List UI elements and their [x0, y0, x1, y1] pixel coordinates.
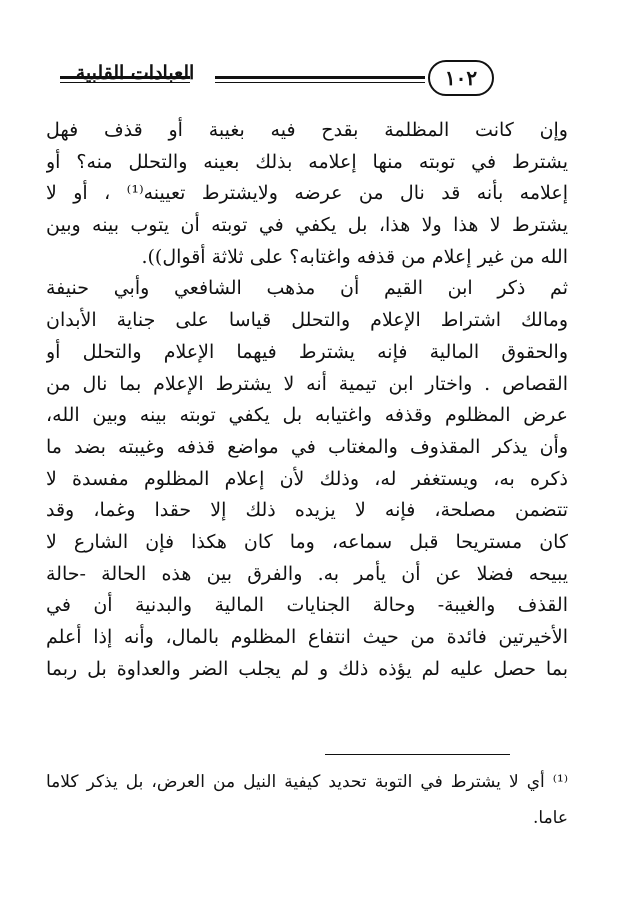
- body-line: وأن يذكر المقذوف والمغتاب في مواضع قذفه وغيبته بضد ما: [46, 435, 568, 458]
- footnote-separator: [325, 754, 510, 755]
- body-line: بما حصل عليه لم يؤذه ذلك و لم يجلب الضر والعداوة بل ربما: [46, 657, 568, 680]
- body-line: الله من غير إعلام من قذفه واغتابه؟ على ثلاثة أقوال)).: [141, 245, 568, 268]
- body-line: عرض المظلوم وقذفه واغتيابه بل يكفي توبته بينه وبين الله،: [46, 404, 568, 427]
- body-line: يشترط لا هذا ولا هذا، بل يكفي في توبته أن يتوب بينه وبين: [46, 214, 568, 237]
- footnote-line: ⁽¹⁾ أي لا يشترط في التوبة تحديد كيفية النيل من العرض، بل يذكر كلاما: [46, 772, 568, 792]
- body-line: إعلامه بأنه قد نال من عرضه ولايشترط تعيينه⁽¹⁾ ، أو لا: [46, 182, 568, 205]
- body-line: كان مستريحا قبل سماعه، وما كان هكذا فإن الشارع لا: [46, 530, 568, 553]
- header-rule-right: [215, 76, 425, 83]
- footnote-line: عاما.: [532, 808, 568, 828]
- running-header-title: العبادات القلبية: [75, 62, 195, 84]
- body-line: والحقوق المالية فإنه يشترط فيهما الإعلام والتحلل أو: [46, 340, 568, 363]
- page-number: ١٠٢: [428, 60, 494, 96]
- body-line: ومالك اشتراط الإعلام والتحلل قياسا على جناية الأبدان: [46, 309, 568, 332]
- body-line: الأخيرتين فائدة من حيث انتفاع المظلوم بالمال، وأنه إذا أعلم: [46, 626, 568, 648]
- body-line: يشترط في توبته منها إعلامه بذلك بعينه والتحلل منه؟ أو: [46, 150, 568, 173]
- body-line: وإن كانت المظلمة بقدح فيه بغيبة أو قذف فهل: [46, 119, 568, 141]
- body-line: القصاص . واختار ابن تيمية أنه لا يشترط الإعلام بما نال من: [46, 372, 568, 395]
- body-line: ثم ذكر ابن القيم أن مذهب الشافعي وأبي حنيفة: [46, 277, 568, 300]
- body-line: تتضمن مصلحة، فإنه لا يزيده ذلك إلا حقدا وغما، وقد: [46, 499, 568, 522]
- body-line: ذكره به، ويستغفر له، وذلك لأن إعلام المظلوم مفسدة لا: [46, 467, 568, 490]
- footnote: [46, 764, 568, 836]
- body-line: يبيحه فضلا عن أن يأمر به. والفرق بين هذه الحالة -حالة: [46, 562, 568, 585]
- body-text: [46, 115, 568, 685]
- body-line: القذف والغيبة- وحالة الجنايات المالية والبدنية أن في: [46, 594, 568, 617]
